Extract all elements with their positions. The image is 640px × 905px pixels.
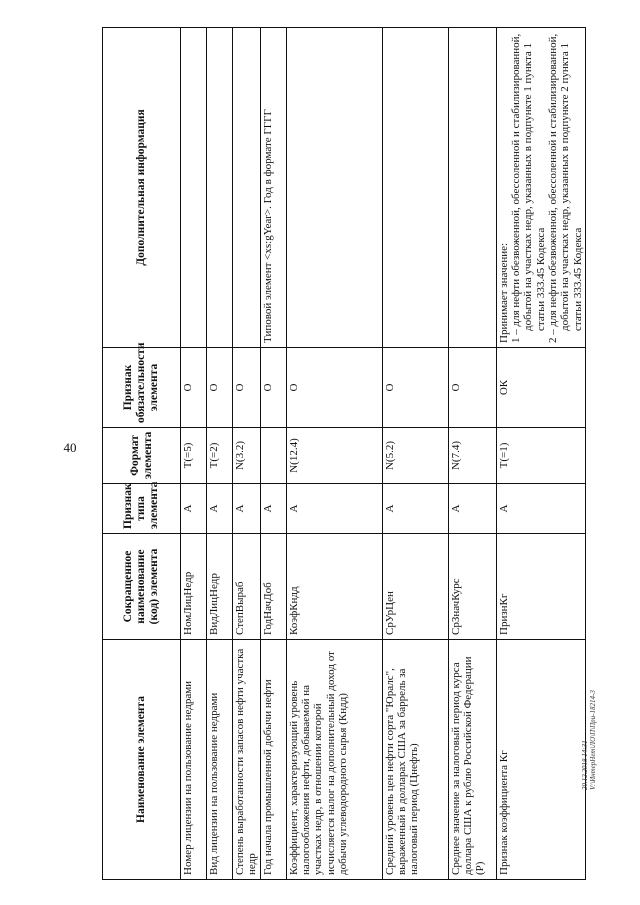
header-info: Дополнительная информация	[103, 28, 181, 348]
cell-code: СрЗначКурс	[448, 534, 496, 640]
cell-type: А	[181, 484, 207, 534]
cell-type: А	[382, 484, 448, 534]
rotated-sheet	[102, 28, 584, 880]
cell-name: Вид лицензии на пользование недрами	[207, 640, 233, 880]
cell-name: Средний уровень цен нефти сорта "Юралс", выраженный в долларах США за баррель за налоговый период (Цнефть)	[382, 640, 448, 880]
cell-type: А	[448, 484, 496, 534]
cell-name: Год начала промышленной добычи нефти	[260, 640, 286, 880]
info-intro: Принимает значение:	[497, 242, 510, 343]
cell-info	[496, 28, 585, 348]
spec-table	[102, 27, 586, 880]
table-row	[448, 28, 496, 880]
header-type: Признак типа элемента	[103, 484, 181, 534]
cell-info	[181, 28, 207, 348]
table-container	[102, 28, 584, 880]
cell-format: N(12.4)	[286, 428, 382, 484]
table-row	[207, 28, 233, 880]
cell-type: А	[207, 484, 233, 534]
page-number: 40	[63, 440, 77, 455]
cell-format: N(5.2)	[382, 428, 448, 484]
cell-name: Признак коэффициента Кг	[496, 640, 585, 880]
cell-format: Т(=2)	[207, 428, 233, 484]
cell-code: ПризнКг	[496, 534, 585, 640]
cell-type: А	[286, 484, 382, 534]
cell-info	[207, 28, 233, 348]
cell-info	[448, 28, 496, 348]
cell-info	[382, 28, 448, 348]
cell-required: О	[382, 348, 448, 428]
cell-type: А	[233, 484, 261, 534]
info-options-list	[510, 32, 584, 343]
cell-format	[260, 428, 286, 484]
info-option-2: 2 – для нефти обезвоженной, обессоленной и стабилизированной, добытой на участках недр, указанных в подпункте 2 пункта 1 статьи 333.45 Кодекса	[546, 33, 584, 343]
header-name: Наименование элемента	[103, 640, 181, 880]
table-row	[233, 28, 261, 880]
cell-name: Среднее значение за налоговый период курса доллара США к рублю Российской Федерации (Р)	[448, 640, 496, 880]
cell-format: N(3.2)	[233, 428, 261, 484]
cell-code: ВидЛицНедр	[207, 534, 233, 640]
cell-required: О	[181, 348, 207, 428]
cell-required: О	[260, 348, 286, 428]
document-footer	[582, 690, 597, 790]
cell-code: КоэфКндд	[286, 534, 382, 640]
info-option-1: 1 – для нефти обезвоженной, обессоленной и стабилизированной, добытой на участках недр, указанных в подпункте 1 пункта 1 статьи 333.45 Кодекса	[509, 33, 547, 343]
header-short-name: Сокращенное наименование (код) элемента	[103, 534, 181, 640]
cell-required: ОК	[496, 348, 585, 428]
footer-path: V:\ИнтерНет\ЛО\П\При-18214-3	[588, 690, 597, 790]
table-row	[260, 28, 286, 880]
cell-required: О	[286, 348, 382, 428]
cell-format: Т(=5)	[181, 428, 207, 484]
header-required: Признак обязательности элемента	[103, 348, 181, 428]
cell-name: Номер лицензии на пользование недрами	[181, 640, 207, 880]
cell-info	[233, 28, 261, 348]
table-row	[382, 28, 448, 880]
footer-timestamp: 20.12.2018 14:31	[581, 740, 589, 790]
cell-code: СрУрЦен	[382, 534, 448, 640]
table-row	[496, 28, 585, 880]
cell-format: Т(=1)	[496, 428, 585, 484]
cell-code: СтепВыраб	[233, 534, 261, 640]
table-header-row	[103, 28, 181, 880]
table-row	[286, 28, 382, 880]
cell-info	[286, 28, 382, 348]
cell-name: Степень выработанности запасов нефти участка недр	[233, 640, 261, 880]
cell-format: N(7.4)	[448, 428, 496, 484]
cell-code: ГодНачДоб	[260, 534, 286, 640]
header-format: Формат элемента	[103, 428, 181, 484]
cell-required: О	[207, 348, 233, 428]
table-row	[181, 28, 207, 880]
cell-type: А	[496, 484, 585, 534]
cell-required: О	[233, 348, 261, 428]
cell-info: Типовой элемент <xs:gYear>. Год в формате ГГГГ	[260, 28, 286, 348]
cell-name: Коэффициент, характеризующий уровень налогообложения нефти, добываемой на участках недр, в отношении которой исчисляется налог на дополнительный доход от добычи углеводородного сырья (Кндд)	[286, 640, 382, 880]
cell-code: НомЛицНедр	[181, 534, 207, 640]
cell-required: О	[448, 348, 496, 428]
cell-type: А	[260, 484, 286, 534]
